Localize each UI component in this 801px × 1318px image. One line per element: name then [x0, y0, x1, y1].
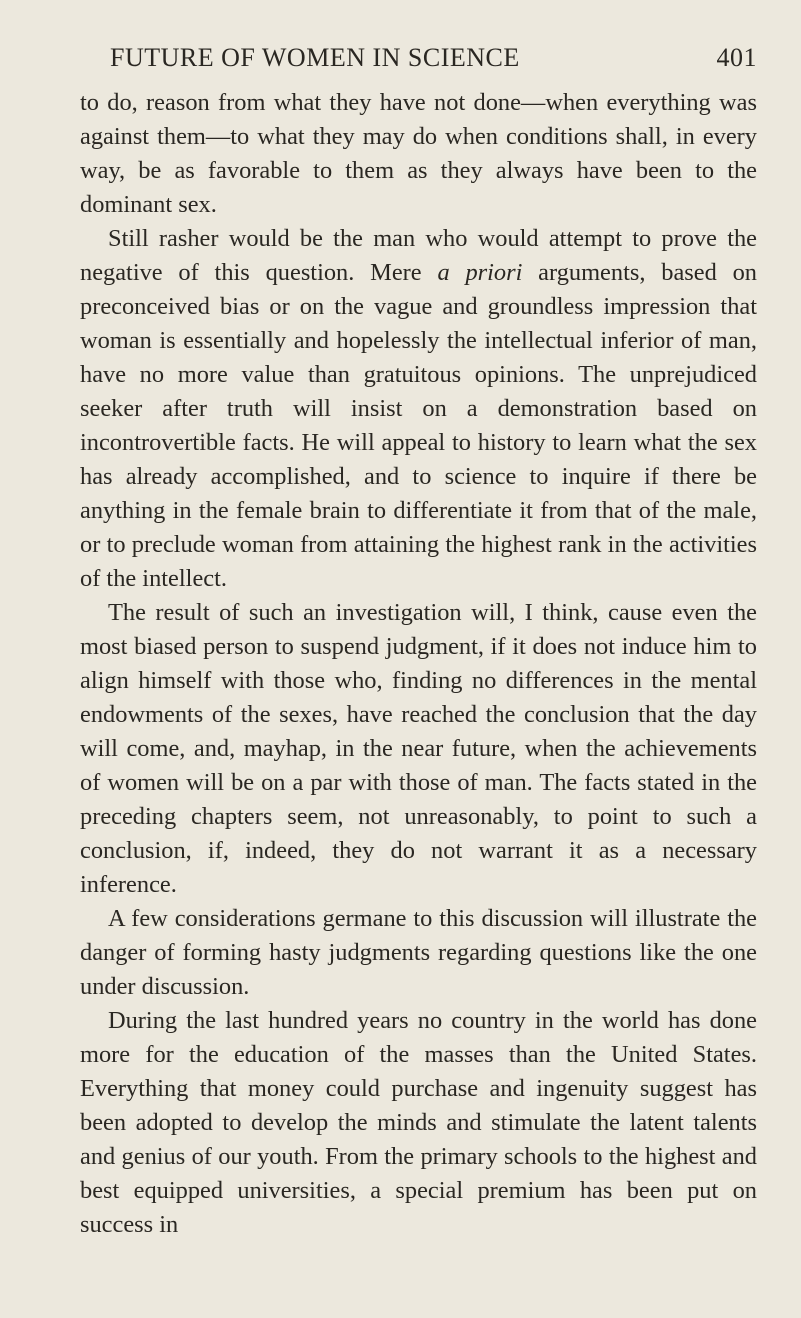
running-head-title: FUTURE OF WOMEN IN SCIENCE — [110, 43, 520, 72]
paragraph-text-before: Still rasher would be the man who would attempt to prove the negative of this question. Mere — [80, 225, 757, 286]
paragraph-text-after: arguments, based on preconceived bias or on the vague and groundless impression that woman is essentially and hopelessly the intellectual inferior of man, have no more value than gratuitous opinions. The unprejudiced seeker after truth will insist on a demonstration based on incontrovertible facts. He will appeal to history to learn what the sex has already accomplished, and to science to inquire if there be anything in the female brain to differentiate it from that of the male, or to preclude woman from attaining the highest rank in the activities of the intellect. — [80, 259, 757, 592]
paragraph-continued — [80, 86, 757, 222]
paragraph-text: to do, reason from what they have not done—when everything was against them—to what they may do when conditions shall, in every way, be as favorable to them as they always have been to the dominant sex. — [80, 89, 757, 218]
italic-phrase: a priori — [437, 259, 523, 286]
paragraph — [80, 902, 757, 1004]
running-head — [110, 38, 757, 78]
paragraph — [80, 596, 757, 902]
paragraph-text: The result of such an investigation will, I think, cause even the most biased person to suspend judgment, if it does not induce him to align himself with those who, finding no differences in the mental endowments of the sexes, have reached the conclusion that the day will come, and, mayhap, in the near future, when the achievements of women will be on a par with those of man. The facts stated in the preceding chapters seem, not unreasonably, to point to such a conclusion, if, indeed, they do not warrant it as a necessary inference. — [80, 599, 757, 898]
paragraph-text: During the last hundred years no country in the world has done more for the education of the masses than the United States. Everything that money could purchase and ingenuity suggest has been adopted to develop the minds and stimulate the latent talents and genius of our youth. From the primary schools to the highest and best equipped universities, a special premium has been put on success in — [80, 1007, 757, 1238]
page-number: 401 — [716, 43, 757, 72]
body-text — [80, 86, 757, 1242]
paragraph — [80, 222, 757, 596]
paragraph-text: A few considerations germane to this discussion will illustrate the danger of forming hasty judgments regarding questions like the one under discussion. — [80, 905, 757, 1000]
paragraph — [80, 1004, 757, 1242]
